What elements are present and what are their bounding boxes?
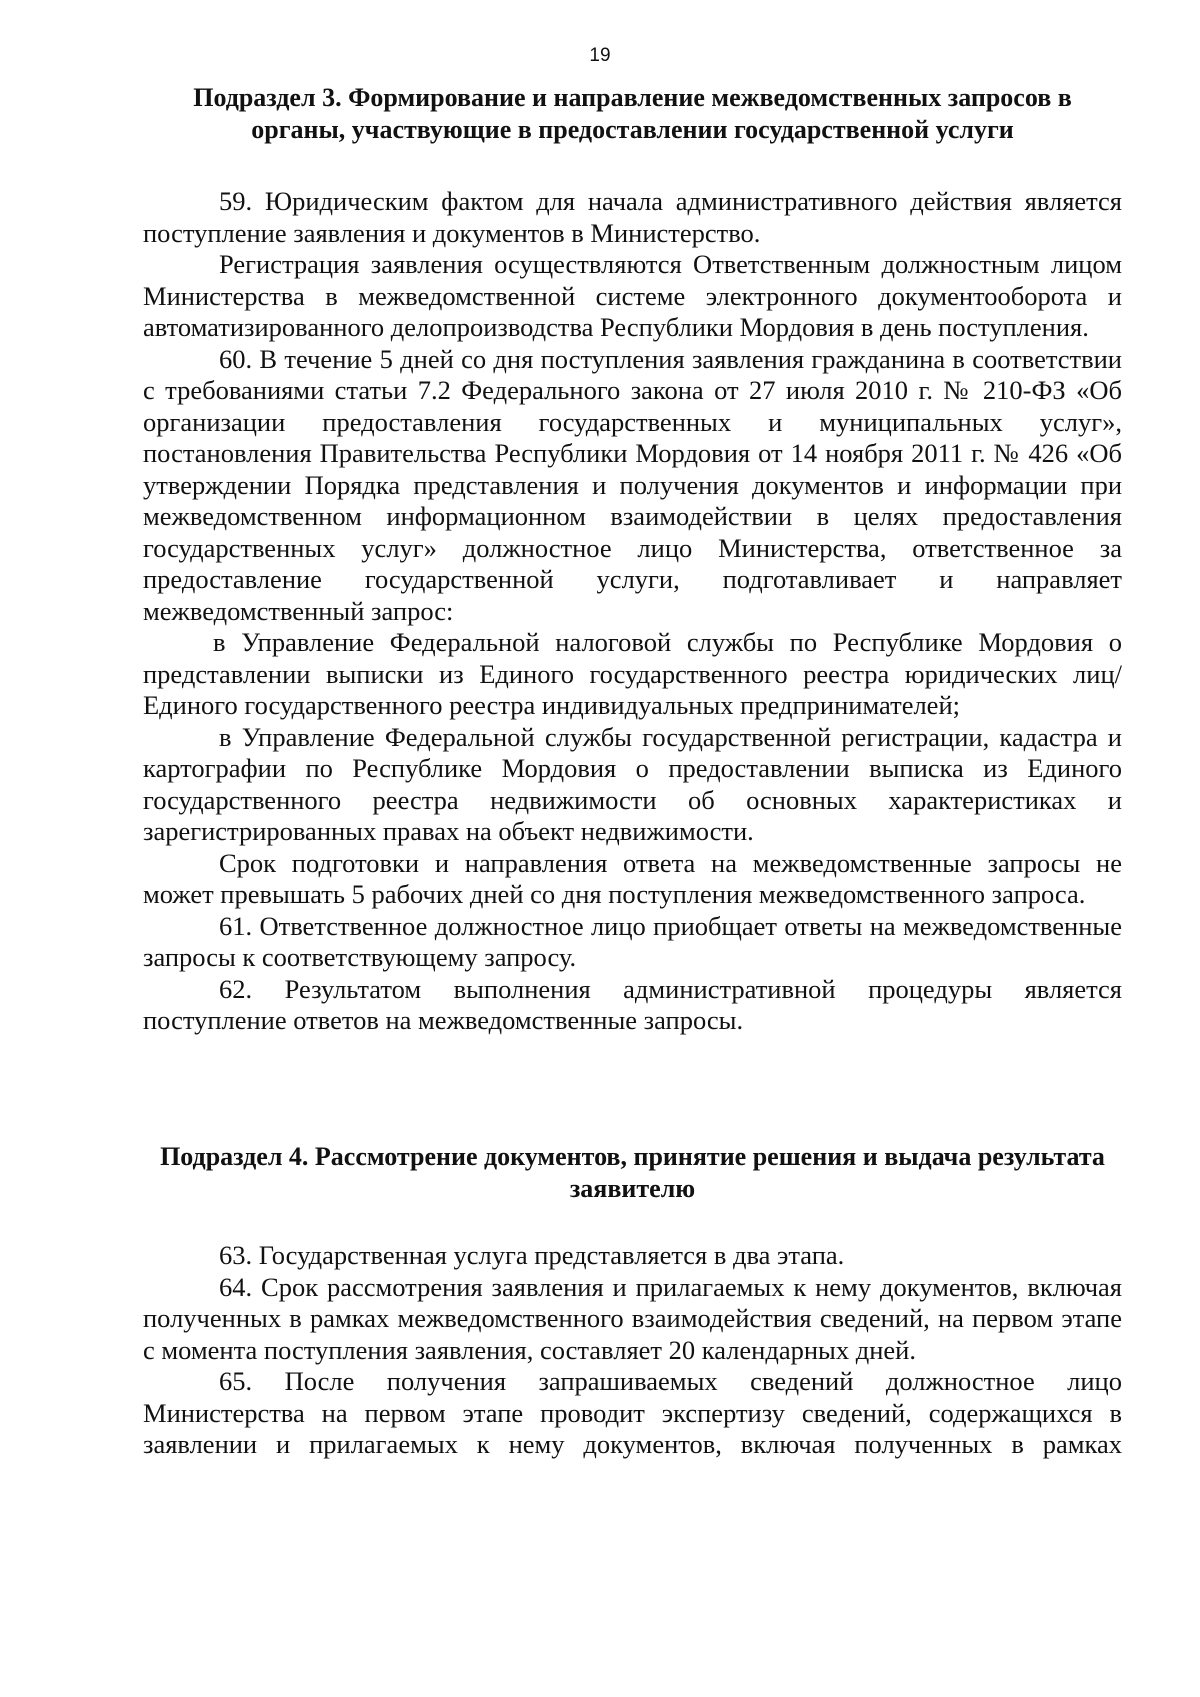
paragraph-61: 61. Ответственное должностное лицо приобщает ответы на межведомственные запросы к соответствующему запросу. <box>143 910 1122 972</box>
paragraph-tax-service: в Управление Федеральной налоговой службы по Республике Мордовия о представлении выписки из Единого государственного реестра юридических лиц/Единого государственного реестра индивидуальных предпринимателей; <box>143 627 1122 720</box>
paragraph-62: 62. Результатом выполнения административной процедуры является поступление ответов на межведомственные запросы. <box>143 973 1122 1035</box>
section-3-body <box>143 186 1122 1037</box>
paragraph-registration: Регистрация заявления осуществляются Ответственным должностным лицом Министерства в межведомственной системе электронного документооборота и автоматизированного делопроизводства Республики Мордовия в день поступления. <box>143 249 1122 342</box>
section-heading: Подраздел 3. Формирование и направление межведомственных запросов в органы, участвующие в предоставлении государственной услуги <box>193 83 1072 144</box>
paragraph-registry-service: в Управление Федеральной службы государственной регистрации, кадастра и картографии по Республике Мордовия о предоставлении выписка из Единого государственного реестра недвижимости об основных характеристиках и зарегистрированных правах на объект недвижимости. <box>143 721 1122 846</box>
section-3-heading-block <box>143 82 1122 146</box>
paragraph-60: 60. В течение 5 дней со дня поступления заявления гражданина в соответствии с требованиями статьи 7.2 Федерального закона от 27 июля 2010 г. № 210-ФЗ «Об организации предоставления государственных и муниципальных услуг», постановления Правительства Республики Мордовия от 14 ноября 2011 г. № 426 «Об утверждении Порядка представления и получения документов и информации при межведомственном информационном взаимодействии в целях предоставления государственных услуг» должностное лицо Министерства, ответственное за предоставление государственной услуги, подготавливает и направляет межведомственный запрос: <box>143 343 1122 626</box>
section-4-heading-block <box>143 1141 1122 1205</box>
paragraph-65: 65. После получения запрашиваемых сведений должностное лицо Министерства на первом этапе проводит экспертизу сведений, содержащихся в заявлении и прилагаемых к нему документов, включая полученных в рамках <box>143 1366 1122 1459</box>
paragraph-63: 63. Государственная услуга представляется в два этапа. <box>219 1240 845 1270</box>
paragraph-64: 64. Срок рассмотрения заявления и прилагаемых к нему документов, включая полученных в рамках межведомственного взаимодействия сведений, на первом этапе с момента поступления заявления, составляет 20 календарных дней. <box>143 1271 1122 1365</box>
section-4-body <box>143 1240 1122 1461</box>
section-heading: Подраздел 4. Рассмотрение документов, принятие решения и выдача результата заявителю <box>160 1142 1105 1203</box>
page-number: 19 <box>589 45 611 66</box>
paragraph-response-term: Срок подготовки и направления ответа на межведомственные запросы не может превышать 5 рабочих дней со дня поступления межведомственного запроса. <box>143 847 1122 909</box>
paragraph-59: 59. Юридическим фактом для начала административного действия является поступление заявления и документов в Министерство. <box>143 186 1122 248</box>
